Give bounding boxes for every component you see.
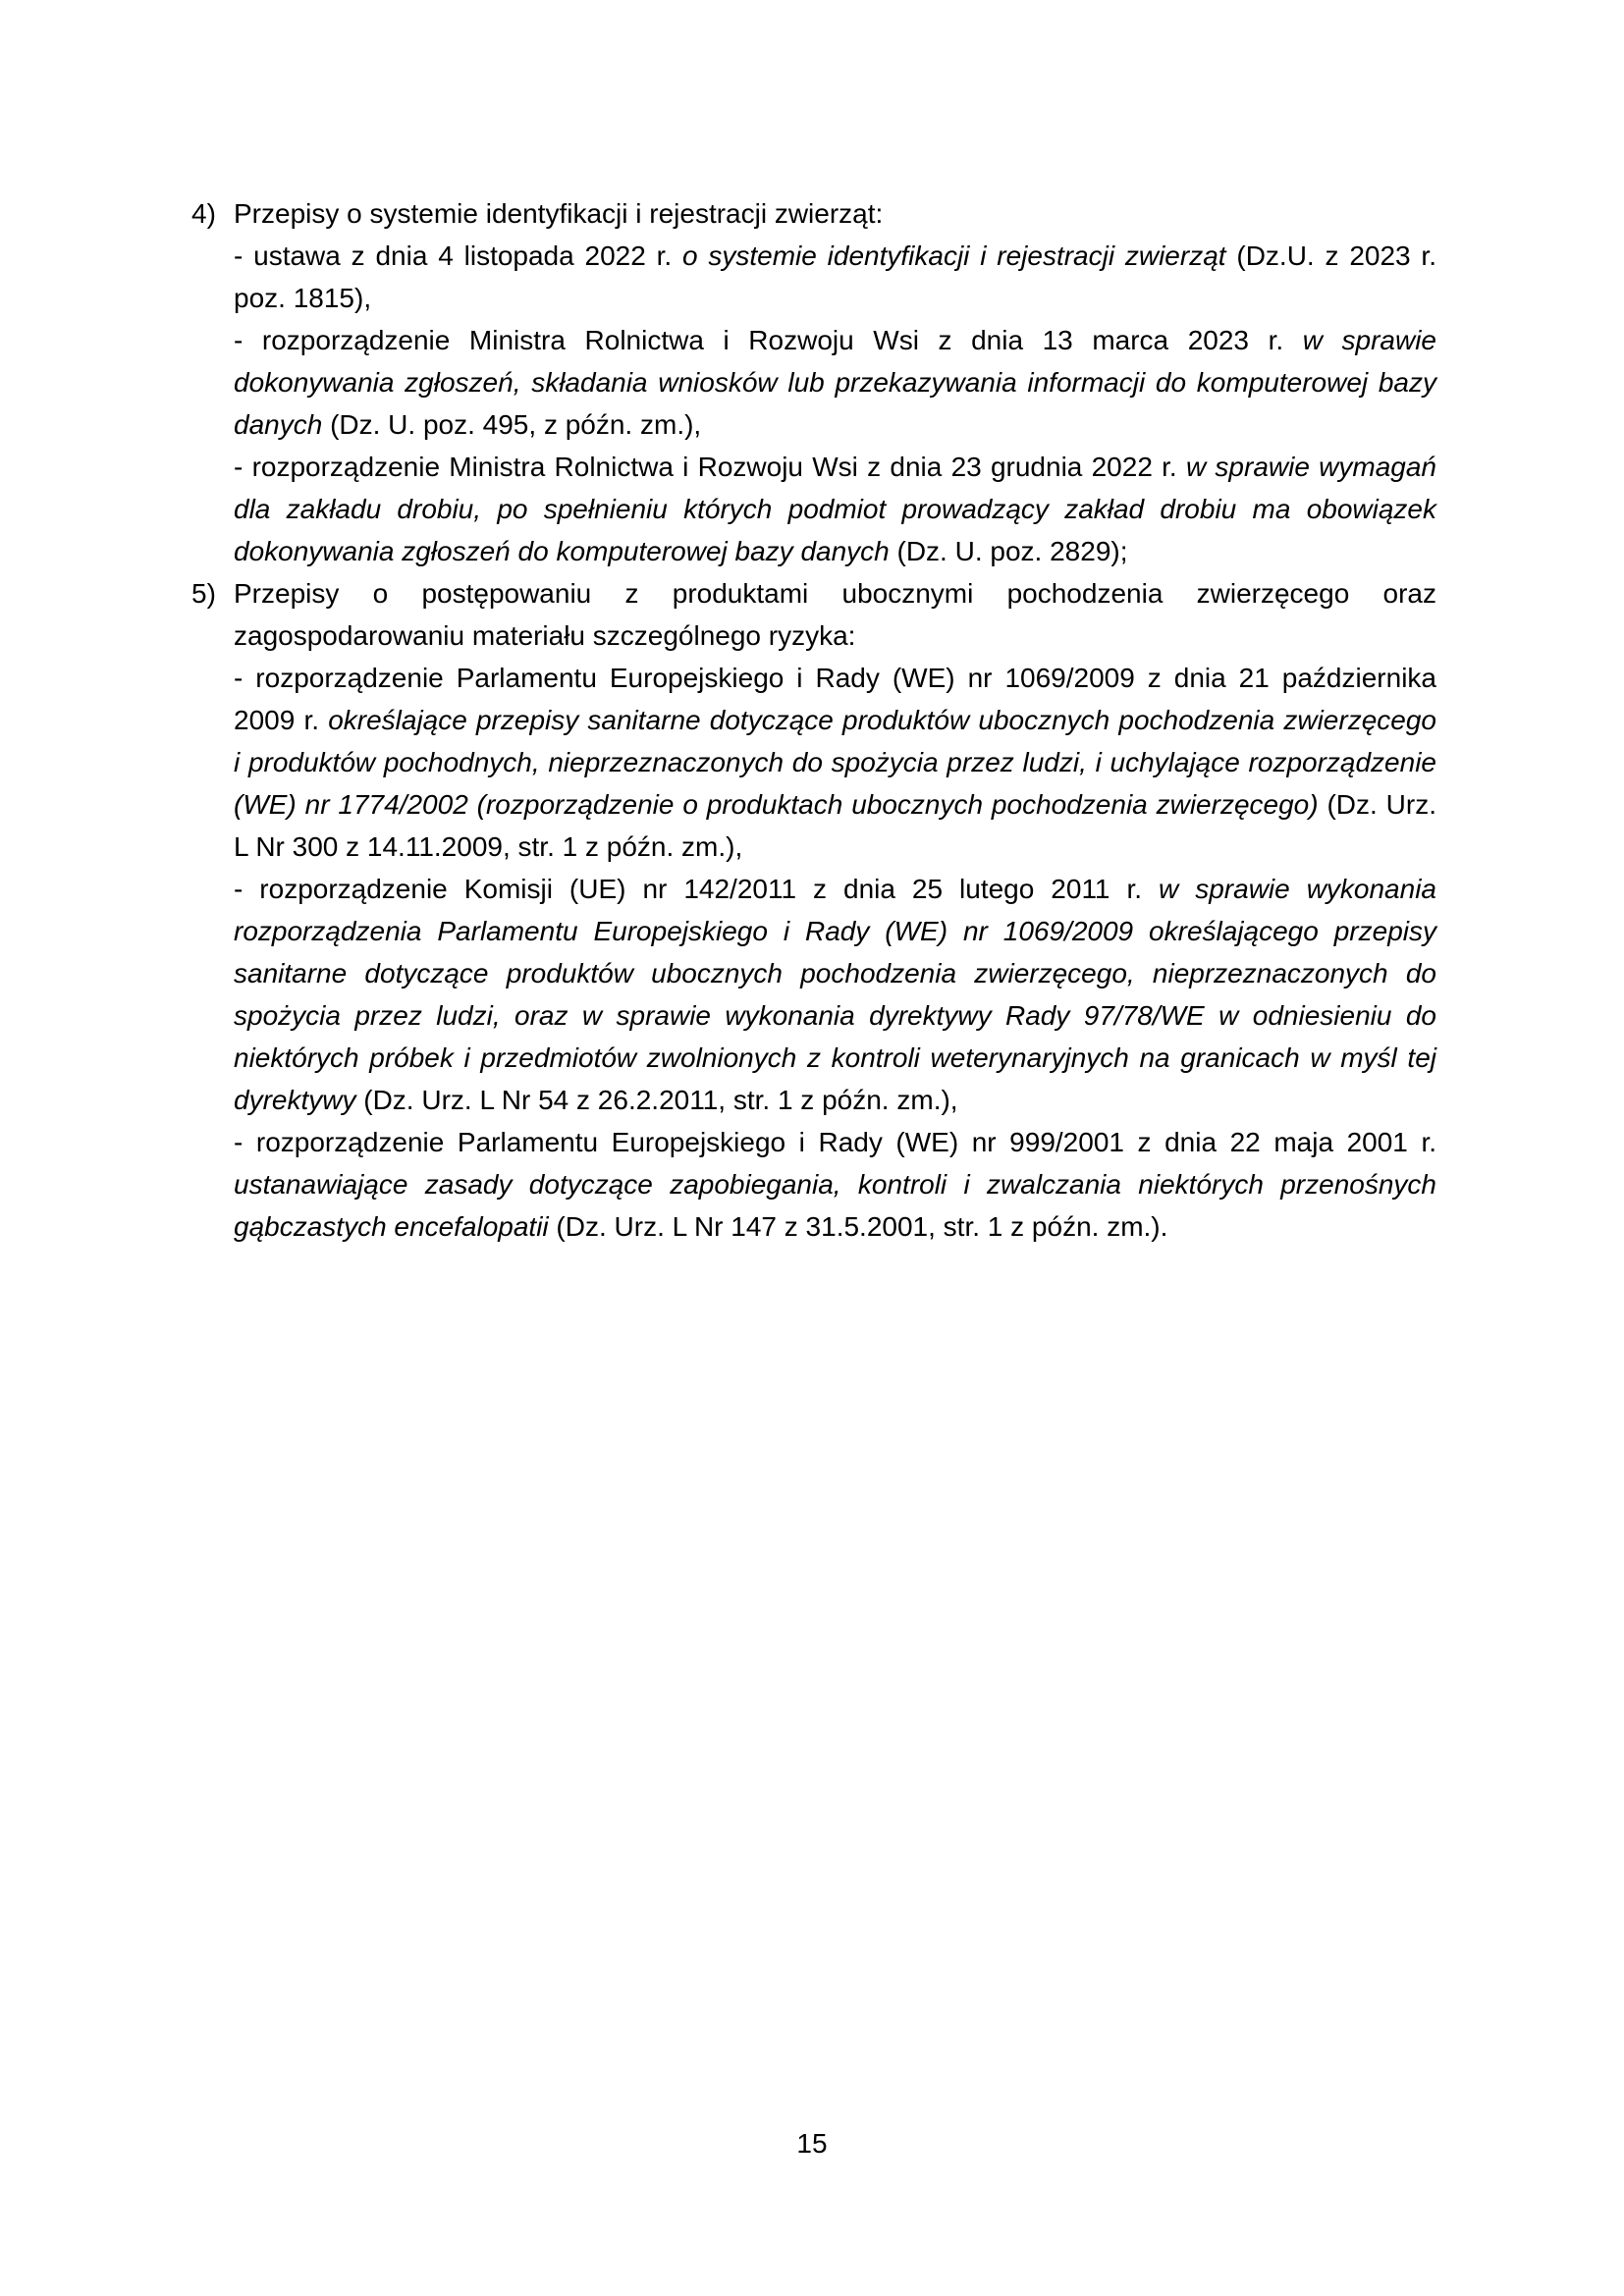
paragraph xyxy=(234,657,1436,868)
italic-text-run: ustanawiające zasady dotyczące zapobiegania, kontroli i zwalczania niektórych przenośnych gąbczastych encefalopatii xyxy=(234,1169,1436,1242)
paragraph xyxy=(234,319,1436,446)
text-run: Przepisy o systemie identyfikacji i rejestracji zwierząt: xyxy=(234,198,884,229)
paragraph xyxy=(234,235,1436,319)
text-run: - rozporządzenie Ministra Rolnictwa i Rozwoju Wsi z dnia 23 grudnia 2022 r. xyxy=(234,452,1186,482)
italic-text-run: określające przepisy sanitarne dotyczące produktów ubocznych pochodzenia zwierzęcego i produktów pochodnych, nieprzeznaczonych do spożycia przez ludzi, i uchylające rozporządzenie (WE) nr 1774/2002 (rozporządzenie o produktach ubocznych pochodzenia zwierzęcego) xyxy=(234,705,1436,820)
paragraph xyxy=(234,868,1436,1121)
list-item xyxy=(191,192,1436,572)
paragraph xyxy=(234,1121,1436,1248)
paragraph xyxy=(234,192,1436,235)
page-number: 15 xyxy=(796,2128,828,2159)
text-run: Przepisy o postępowaniu z produktami ubocznymi pochodzenia zwierzęcego oraz zagospodarowaniu materiału szczególnego ryzyka: xyxy=(234,578,1436,651)
paragraph xyxy=(234,572,1436,657)
text-run: (Dz.U. z 2023 r. poz. 1815), xyxy=(234,240,1436,313)
text-run: - rozporządzenie Parlamentu Europejskiego i Rady (WE) nr 999/2001 z dnia 22 maja 2001 r. xyxy=(234,1127,1436,1157)
list-item xyxy=(191,572,1436,1248)
list-item-body xyxy=(234,572,1436,1248)
text-run: - rozporządzenie Parlamentu Europejskiego i Rady (WE) nr 1069/2009 z dnia 21 października 2009 r. xyxy=(234,663,1436,735)
list-item-body xyxy=(234,192,1436,572)
text-run: (Dz. Urz. L Nr 147 z 31.5.2001, str. 1 z późn. zm.). xyxy=(548,1211,1168,1242)
text-run: (Dz. U. poz. 495, z późn. zm.), xyxy=(322,409,702,440)
text-run: - rozporządzenie Komisji (UE) nr 142/2011 z dnia 25 lutego 2011 r. xyxy=(234,874,1160,904)
text-run: (Dz. U. poz. 2829); xyxy=(889,536,1128,566)
text-run: - ustawa z dnia 4 listopada 2022 r. xyxy=(234,240,682,271)
text-run: - rozporządzenie Ministra Rolnictwa i Rozwoju Wsi z dnia 13 marca 2023 r. xyxy=(234,325,1303,355)
list-item-marker: 4) xyxy=(191,198,216,229)
paragraph xyxy=(234,446,1436,572)
text-run: (Dz. Urz. L Nr 54 z 26.2.2011, str. 1 z późn. zm.), xyxy=(355,1085,958,1115)
italic-text-run: w sprawie wykonania rozporządzenia Parlamentu Europejskiego i Rady (WE) nr 1069/2009 określającego przepisy sanitarne dotyczące produktów ubocznych pochodzenia zwierzęcego, nieprzeznaczonych do spożycia przez ludzi, oraz w sprawie wykonania dyrektywy Rady 97/78/WE w odniesieniu do niektórych próbek i przedmiotów zwolnionych z kontroli weterynaryjnych na granicach w myśl tej dyrektywy xyxy=(234,874,1436,1115)
text-run: (Dz. Urz. L Nr 300 z 14.11.2009, str. 1 z późn. zm.), xyxy=(234,789,1436,862)
italic-text-run: w sprawie dokonywania zgłoszeń, składania wniosków lub przekazywania informacji do komputerowej bazy danych xyxy=(234,325,1437,440)
list-item-marker: 5) xyxy=(191,578,216,609)
legal-provisions-list xyxy=(191,192,1436,1248)
italic-text-run: w sprawie wymagań dla zakładu drobiu, po spełnieniu których podmiot prowadzący zakład drobiu ma obowiązek dokonywania zgłoszeń do komputerowej bazy danych xyxy=(234,452,1436,566)
italic-text-run: o systemie identyfikacji i rejestracji zwierząt xyxy=(682,240,1226,271)
